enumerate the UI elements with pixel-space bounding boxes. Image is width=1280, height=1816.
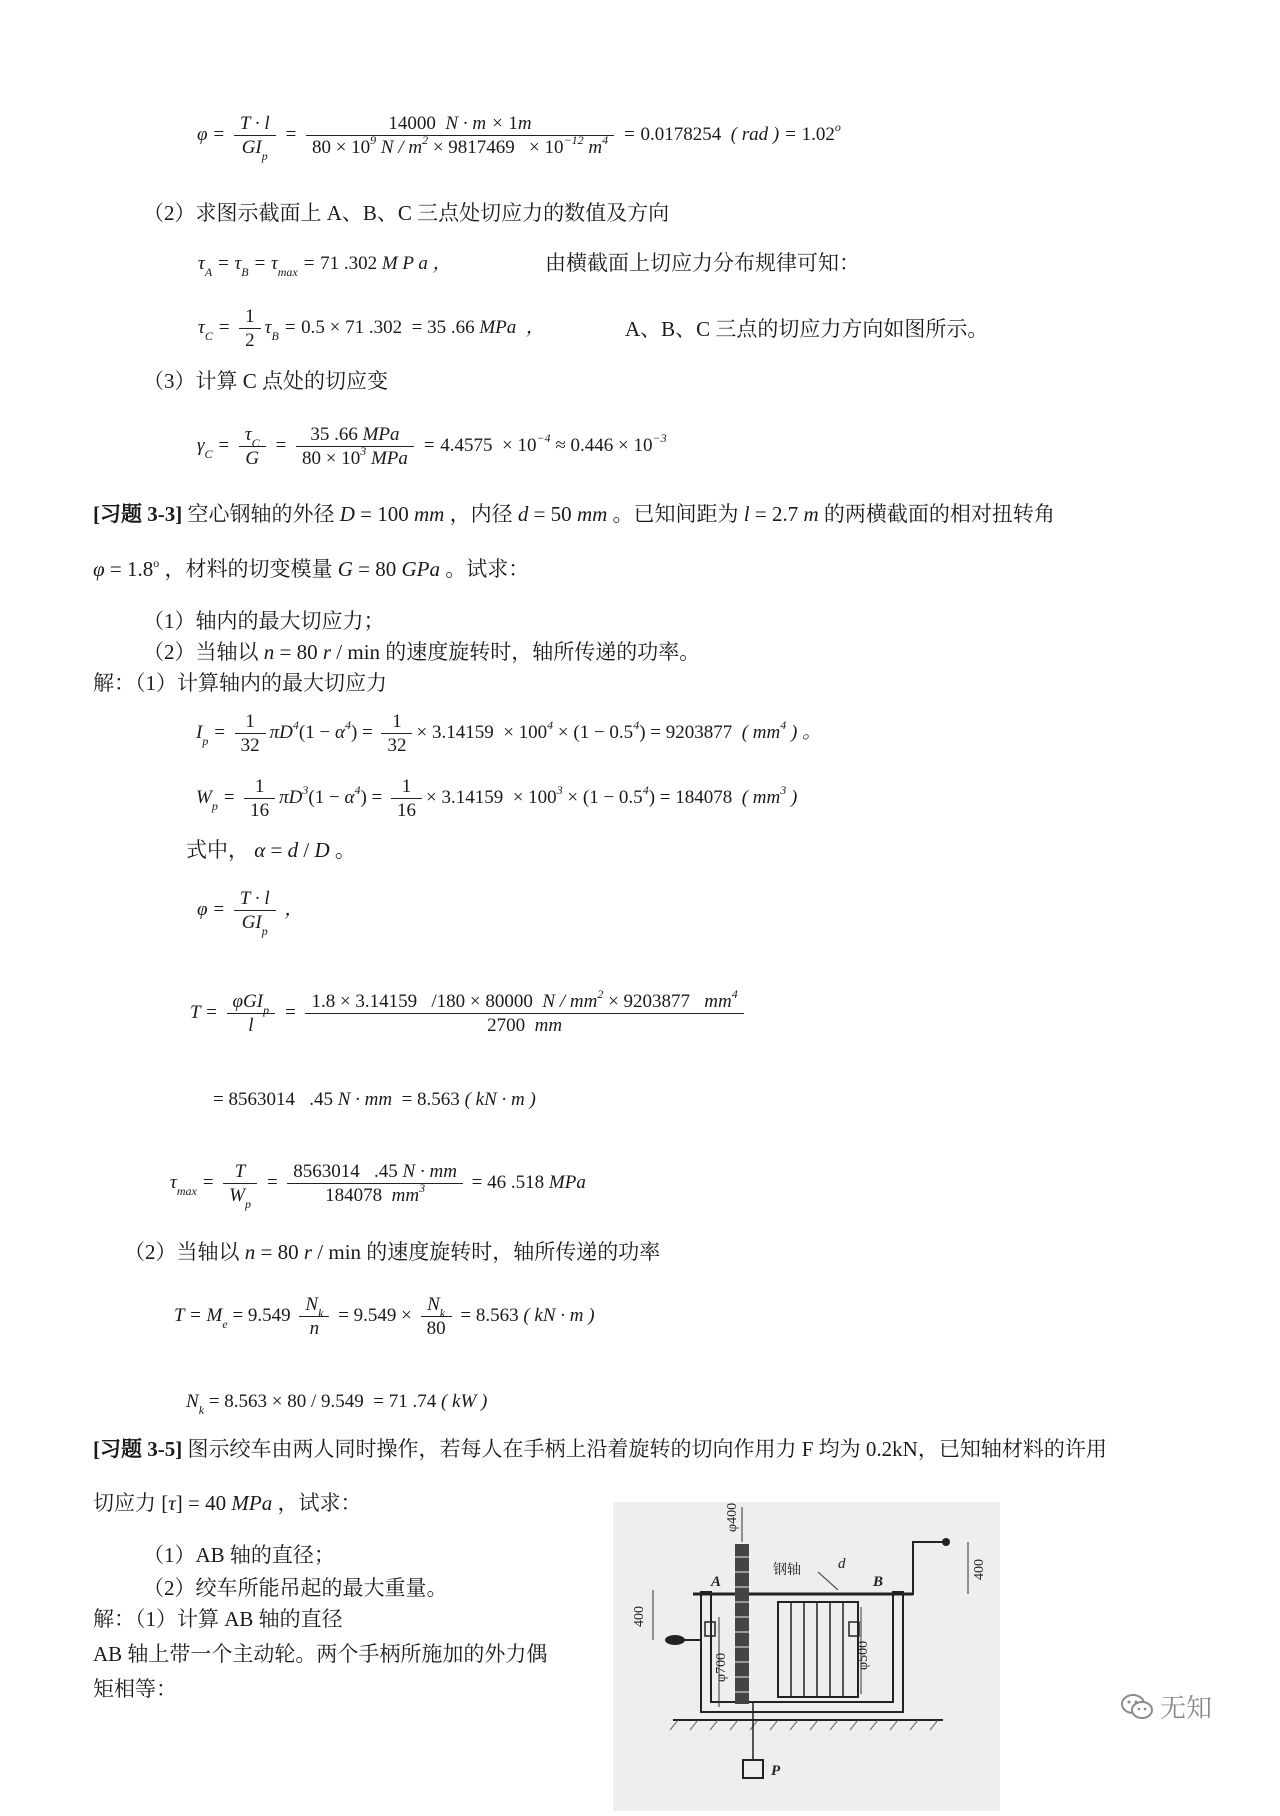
dim-top-label: φ400	[725, 1502, 740, 1532]
eq-ip: $I_p$ = $\frac{1}{32}$ $\pi D^4(1 - \alpha^4)$ = $\frac{1}{32}$ × $3.14159 \times 100^4 \times (1 - 0.5^4) = 9203877$ ( $mm^4$ ) 。	[196, 711, 822, 756]
section-heading-3: （3）计算 C 点处的切应变	[143, 369, 389, 393]
dim-700-label: φ700	[714, 1652, 729, 1682]
exercise-3-5-statement-cont: 切应力 [τ] = 40 MPa ，试求：	[93, 1491, 362, 1515]
solution-3-5-heading: 解：（1）计算 AB 轴的直径	[93, 1607, 343, 1631]
label-a: A	[711, 1574, 722, 1590]
section-heading-2b: （2）当轴以 n = 80 r / min 的速度旋转时，轴所传递的功率	[124, 1240, 661, 1264]
exercise-3-3-statement: [习题 3-3] 空心钢轴的外径 D = 100 mm ，内径 d = 50 mm 。已知间距为 l = 2.7 m 的两横截面的相对扭转角	[93, 502, 1055, 526]
exercise-3-5-tag: [习题 3-5]	[93, 1437, 183, 1461]
solution-heading: 解：（1）计算轴内的最大切应力	[93, 671, 387, 695]
watermark-text: 无知	[1160, 1694, 1213, 1724]
exercise-3-3-question-1: （1）轴内的最大切应力；	[143, 609, 385, 633]
tau-c-note: A、B、C 三点的切应力方向如图所示。	[625, 317, 989, 341]
watermark	[1120, 1688, 1212, 1725]
exercise-3-5-question-2: （2）绞车所能吊起的最大重量。	[143, 1576, 448, 1600]
exercise-3-3-question-2: （2）当轴以 n = 80 r / min 的速度旋转时，轴所传递的功率。	[143, 640, 701, 664]
label-b: B	[873, 1574, 884, 1590]
eq-torque-result: = 8563014 .45 N · mm = 8.563 ( kN · m )	[213, 1089, 536, 1110]
exercise-3-3-tag: [习题 3-3]	[93, 502, 183, 526]
dim-500-label: φ500	[856, 1640, 871, 1670]
winch-diagram	[613, 1502, 1000, 1811]
exercise-3-5-question-1: （1）AB 轴的直径；	[143, 1543, 335, 1567]
eq-torque: T = $\frac{\varphi GI_p}{l}$ = $\frac{1.8 \times 3.14159 /180 \times 80000 N / mm^2 \times 9203877 mm^4}{2700 mm}$	[190, 990, 748, 1037]
eq-tau-ab: $\tau_A = \tau_B = \tau_{max} = 71$ .302 M P a ，	[198, 253, 452, 279]
section-heading-2: （2）求图示截面上 A、B、C 三点处切应力的数值及方向	[143, 201, 670, 225]
exercise-3-5-statement: [习题 3-5] 图示绞车由两人同时操作，若每人在手柄上沿着旋转的切向作用力 F 均为 0.2kN，已知轴材料的许用	[93, 1437, 1107, 1461]
eq-tau-c: $\tau_C$ = $\frac{1}{2}$ $\tau_B = 0.5 \times 71$ .302 = 35 .66 MPa ，	[198, 306, 545, 351]
eq-moment: $T = M_e = 9.549$ $\frac{N_k}{n}$ = 9.549 × $\frac{N_k}{80}$ = 8.563 ( kN · m )	[174, 1294, 595, 1339]
wechat-icon	[1120, 1693, 1154, 1721]
dim-right-label: 400	[972, 1559, 987, 1580]
tau-ab-note: 由横截面上切应力分布规律可知：	[545, 251, 860, 275]
solution-3-5-line-2: 矩相等：	[93, 1677, 177, 1701]
exercise-3-3-statement-cont: $\varphi = 1.8^o$ ，材料的切变模量 G = 80 GPa 。试求：	[93, 556, 530, 581]
label-shaft: 钢轴	[773, 1562, 801, 1578]
eq-phi-result: φ = $\frac{T \cdot l}{GI_p}$ = $\frac{14000 N \cdot m \times 1m}{80 \times 10^9 N / m^2 \times 9817469 \times 10^{-12} m^4}$ = 0.0178254 ( rad ) = $1.02^o$	[197, 113, 841, 163]
solution-3-5-line-1: AB 轴上带一个主动轮。两个手柄所施加的外力偶	[93, 1642, 548, 1666]
eq-power: $N_k = 8.563 \times 80 / 9.549 = 71$ .74 ( kW )	[186, 1391, 488, 1417]
eq-wp: $W_p$ = $\frac{1}{16}$ $\pi D^3(1 - \alpha^4)$ = $\frac{1}{16}$ × $3.14159 \times 100^3 \times (1 - 0.5^4) = 184078$ ( $mm^3$ )	[196, 776, 798, 821]
eq-tau-max: $\tau_{max}$ = $\frac{T}{W_p}$ = $\frac{8563014 .45 N \cdot mm}{184078 mm^3}$ = 46 .518 MPa	[170, 1161, 586, 1211]
label-p: P	[771, 1763, 781, 1779]
label-d: d	[838, 1556, 846, 1572]
dim-left-label: 400	[632, 1606, 647, 1627]
eq-gamma-c: $\gamma_C$ = $\frac{\tau_C}{G}$ = $\frac{\text{35 .66 MPa}}{80 \times 10^3 MPa}$ = $4.4575 \times 10^{-4} \approx 0.446 \times 10^{-3}$	[197, 424, 667, 469]
where-alpha: 式中， α = d / D 。	[186, 838, 356, 862]
winch-figure	[613, 1502, 1000, 1811]
eq-phi-def: φ = $\frac{T \cdot l}{GI_p}$ ，	[197, 888, 304, 938]
